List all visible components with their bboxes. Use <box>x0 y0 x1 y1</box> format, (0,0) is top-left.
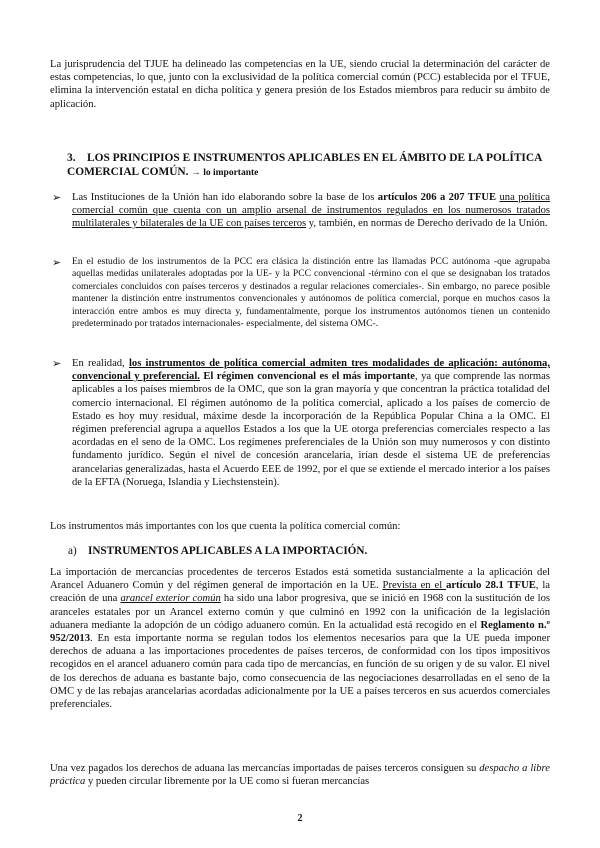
page-number: 2 <box>297 813 303 824</box>
italic-text: despacho a libre práctica <box>50 763 550 788</box>
text-run: En realidad, <box>72 358 129 369</box>
last-paragraph <box>50 762 550 788</box>
arrow-bullet-icon: ➢ <box>52 256 62 269</box>
section-3-heading <box>67 151 553 180</box>
subsection-letter: a) <box>68 545 77 557</box>
text-run: La importación de mercancías procedentes de terceros Estados está sometida sustancialmente a la aplicación del Arancel Aduanero Común y del régimen general de importación en la UE. <box>50 567 550 592</box>
text-run: Las Instituciones de la Unión han ido elaborando sobre la base de los <box>72 192 378 203</box>
section-title: LOS PRINCIPIOS E INSTRUMENTOS APLICABLES EN EL ÁMBITO DE LA POLÍTICA COMERCIAL COMÚN. <box>67 152 542 178</box>
text-run: y, también, en normas de Derecho derivado de la Unión. <box>306 218 548 230</box>
text-run: ha sido una labor progresiva, que se inició en 1968 con la sustitución de los aranceles estatales por un Arancel externo común y que culminó en 1992 con la unificación de la legislación aduanera mediante la adopción de un código aduanero común. En la actualidad está recogido en el <box>50 593 551 631</box>
text-run: . En esta importante norma se regulan todos los elementos necesarios para que la UE pueda imponer derechos de aduana a las importaciones procedentes de países terceros, de conformidad con los tipos impositivos recogidos en el arancel aduanero común para cada tipo de mercancías, en función de su origen y de su valor. El nivel de los derechos de aduana es bastante bajo, como consecuencia de las negociaciones desarrolladas en el seno de la OMC y de las rebajas arancelarias acordadas adicionalmente por la UE a países terceros en sus acuerdos comerciales preferenciales. <box>50 633 550 711</box>
bullet-text <box>72 357 550 489</box>
underlined-text: una política comercial común que cuenta con un amplio arsenal de instrumentos regulados en los numerosos tratados multilaterales y bilaterales de la UE con países terceros <box>72 192 550 230</box>
import-paragraph <box>50 566 550 711</box>
bullet-text: En el estudio de los instrumentos de la PCC era clásica la distinción entre las llamadas PCC autónoma -que agrupaba aquellas medidas unilaterales adoptadas por la UE- y la PCC convencional -término con el que se designaban los tratados comerciales concluidos con países terceros y destinados a regular relaciones comerciales-. Sin embargo, no parece posible mantener la distinción entre instrumentos convencionales y autónomos de política comercial, porque en muchos casos la interacción entre ambos es muy directa y, fundamentalmente, porque los instrumentos autónomos tienen un contenido predeterminado por tratados internacionales- especialmente, del sistema OMC-. <box>72 256 550 330</box>
italic-underlined-text: arancel exterior común <box>120 593 221 605</box>
text-run: y pueden circular libremente por la UE como si fueran mercancías <box>85 776 370 788</box>
bold-text: El régimen convencional es el más importante <box>203 371 416 383</box>
underlined-text: Prevista en el <box>382 580 447 592</box>
subsection-a-heading <box>68 544 548 558</box>
text-run: , ya que comprende las normas aplicables a los países miembros de la OMC, que son la gran mayoría y que concentran la práctica totalidad del comercio internacional. El régimen autónomo de la política comercial, aplicado a los países de comercio de Estado es hoy muy residual, máxime desde la incorporación de la República Popular China a la OMC. El régimen preferencial agrupa a aquellos Estados a los que la UE otorga preferencias comerciales respecto a las acordadas en el seno de la OMC. Los regímenes preferenciales de la Unión son muy numerosos y con distinto fundamento jurídico. Según el nivel de concesión arancelaria, irían desde el sistema UE de preferencias arancelarias generalizadas, hasta el Acuerdo EEE de 1992, por el que se extiende el mercado interior a los países de la EFTA (Noruega, Islandia y Liechstenstein). <box>72 371 550 488</box>
bold-reference: artículos 206 a 207 TFUE <box>377 192 497 203</box>
arrow-bullet-icon: ➢ <box>52 357 62 370</box>
bold-reference: artículo 28.1 TFUE <box>446 580 536 592</box>
bold-underlined-text: los instrumentos de política comercial admiten tres modalidades de aplicación: autónoma, convencional y preferencial. <box>72 358 551 383</box>
bullet-item-2 <box>50 256 550 330</box>
text-run: Una vez pagados los derechos de aduana las mercancías importadas de países terceros consiguen su <box>50 763 480 774</box>
bullet-item-3 <box>50 357 550 489</box>
text-run: , la creación de una <box>50 580 550 605</box>
bullet-item-1 <box>50 191 550 231</box>
arrow-bullet-icon: ➢ <box>52 191 62 204</box>
instruments-intro: Los instrumentos más importantes con los que cuenta la política comercial común: <box>50 521 401 532</box>
bullet-text <box>72 191 550 231</box>
bold-reference: Reglamento n.º 952/2013 <box>50 619 550 645</box>
subsection-title: INSTRUMENTOS APLICABLES A LA IMPORTACIÓN. <box>88 545 368 557</box>
section-number: 3. <box>67 152 76 164</box>
section-note: → lo importante <box>191 168 259 178</box>
intro-paragraph: La jurisprudencia del TJUE ha delineado las competencias en la UE, siendo crucial la determinación del carácter de estas competencias, lo que, junto con la exclusividad de la política comercial común (PCC) establecida por el TFUE, elimina la intervención estatal en dicha política y genera presión de los Estados miembros para reducir su ámbito de aplicación. <box>50 59 550 110</box>
